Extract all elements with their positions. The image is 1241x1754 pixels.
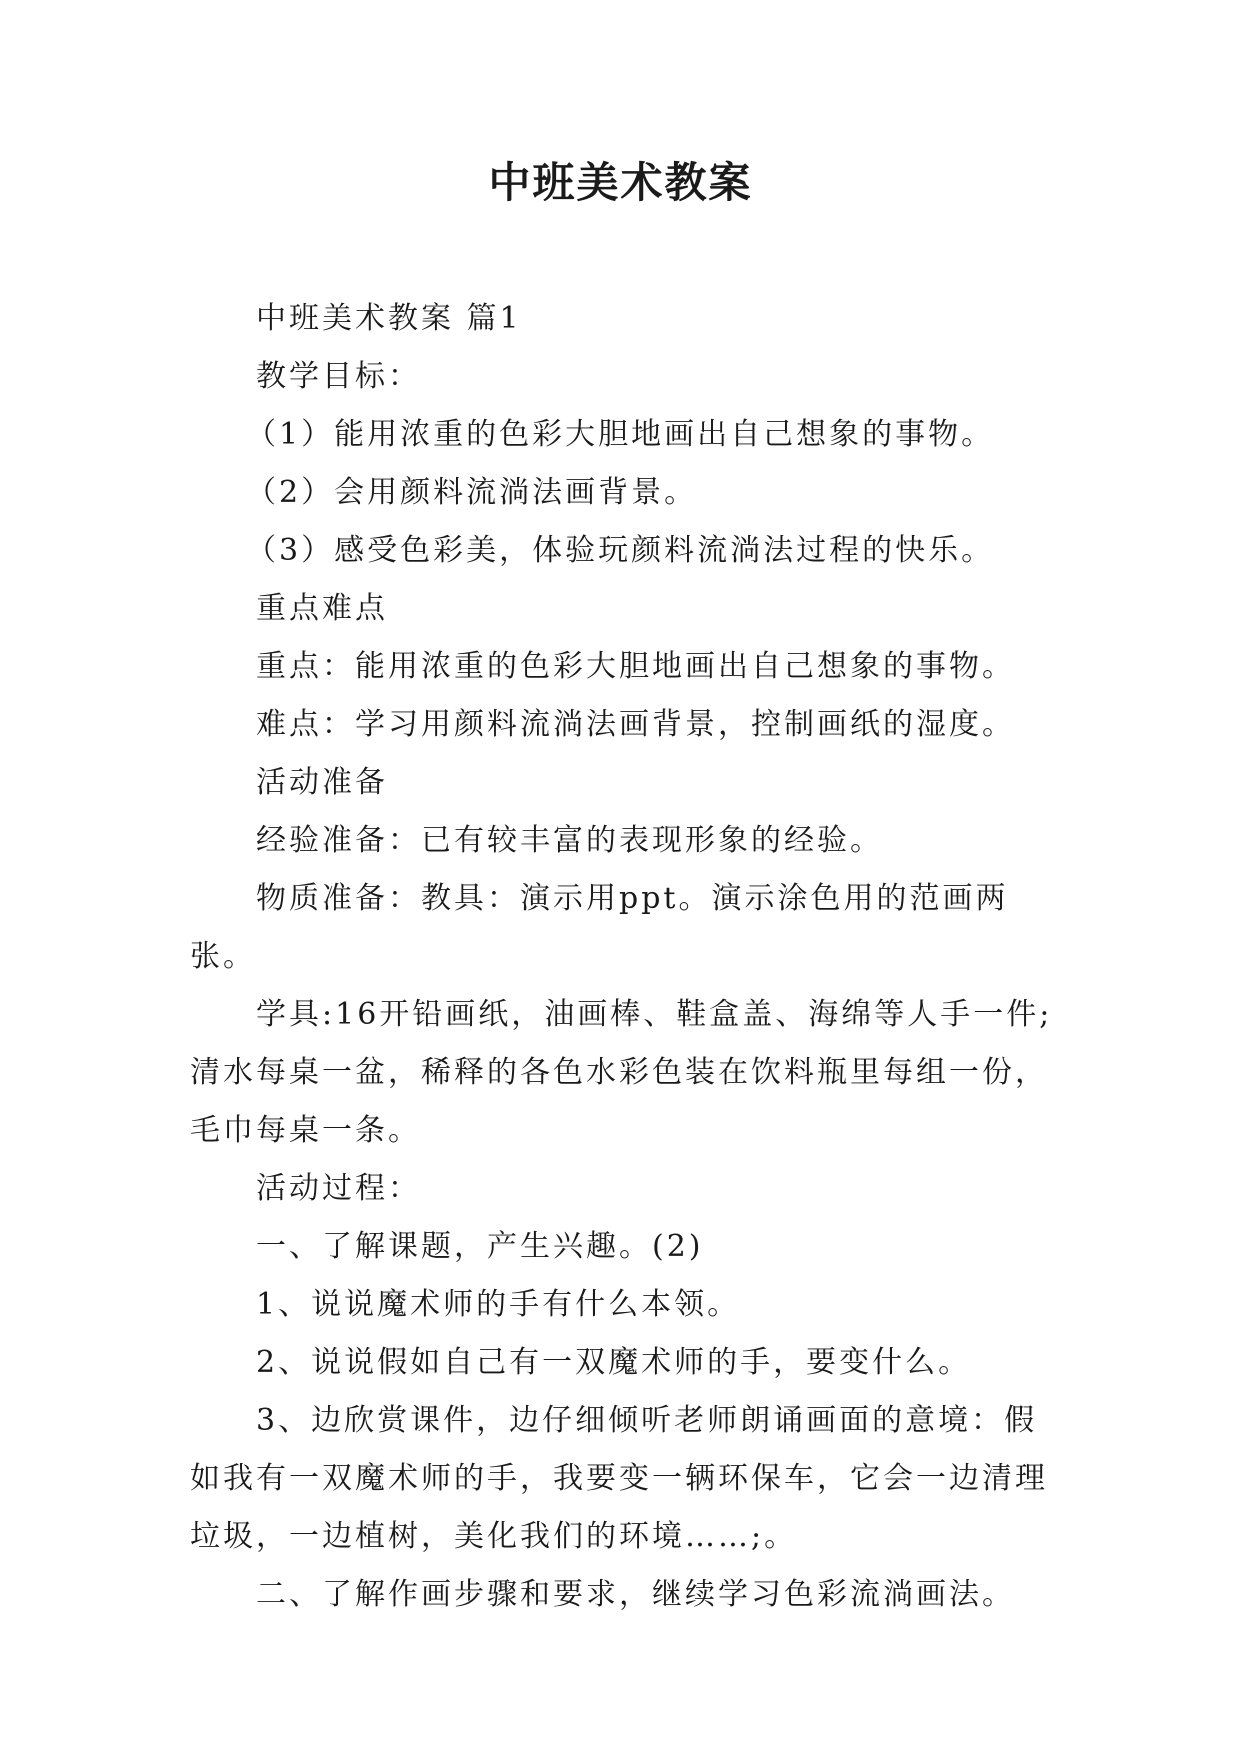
paragraph-difficulty: 难点：学习用颜料流淌法画背景，控制画纸的湿度。: [256, 707, 1015, 742]
paragraph-step-one-3: 3、边欣赏课件，边仔细倾听老师朗诵画面的意境：假如我有一双魔术师的手，我要变一辆环保车，它会一边清理垃圾，一边植树，美化我们的环境……;。: [190, 1403, 1048, 1554]
paragraph-step-two: 二、了解作画步骤和要求，继续学习色彩流淌画法。: [256, 1577, 1015, 1612]
paragraph-objectives-label: 教学目标：: [256, 359, 421, 394]
paragraph-key-point: 重点：能用浓重的色彩大胆地画出自己想象的事物。: [256, 649, 1015, 684]
paragraph-heading: 中班美术教案 篇1: [256, 301, 522, 336]
document-title: 中班美术教案: [488, 158, 753, 207]
paragraph-preparation-label: 活动准备: [256, 765, 388, 800]
document-body: [190, 290, 1070, 1624]
paragraph-material-prep: 物质准备：教具：演示用ppt。演示涂色用的范画两张。: [190, 881, 1009, 974]
paragraph-student-tools: 学具:16开铅画纸，油画棒、鞋盒盖、海绵等人手一件;清水每桌一盆，稀释的各色水彩色装在饮料瓶里每组一份，毛巾每桌一条。: [190, 997, 1053, 1148]
paragraph-step-one-2: 2、说说假如自己有一双魔术师的手，要变什么。: [256, 1345, 972, 1380]
paragraph-objective-2: （2）会用颜料流淌法画背景。: [246, 475, 698, 510]
paragraph-step-one: 一、了解课题，产生兴趣。(2): [256, 1229, 704, 1264]
paragraph-key-points-label: 重点难点: [256, 591, 388, 626]
paragraph-objective-1: （1）能用浓重的色彩大胆地画出自己想象的事物。: [246, 417, 995, 452]
paragraph-process-label: 活动过程：: [256, 1171, 421, 1206]
paragraph-objective-3: （3）感受色彩美，体验玩颜料流淌法过程的快乐。: [246, 533, 995, 568]
paragraph-experience-prep: 经验准备：已有较丰富的表现形象的经验。: [256, 823, 883, 858]
paragraph-step-one-1: 1、说说魔术师的手有什么本领。: [256, 1287, 741, 1322]
